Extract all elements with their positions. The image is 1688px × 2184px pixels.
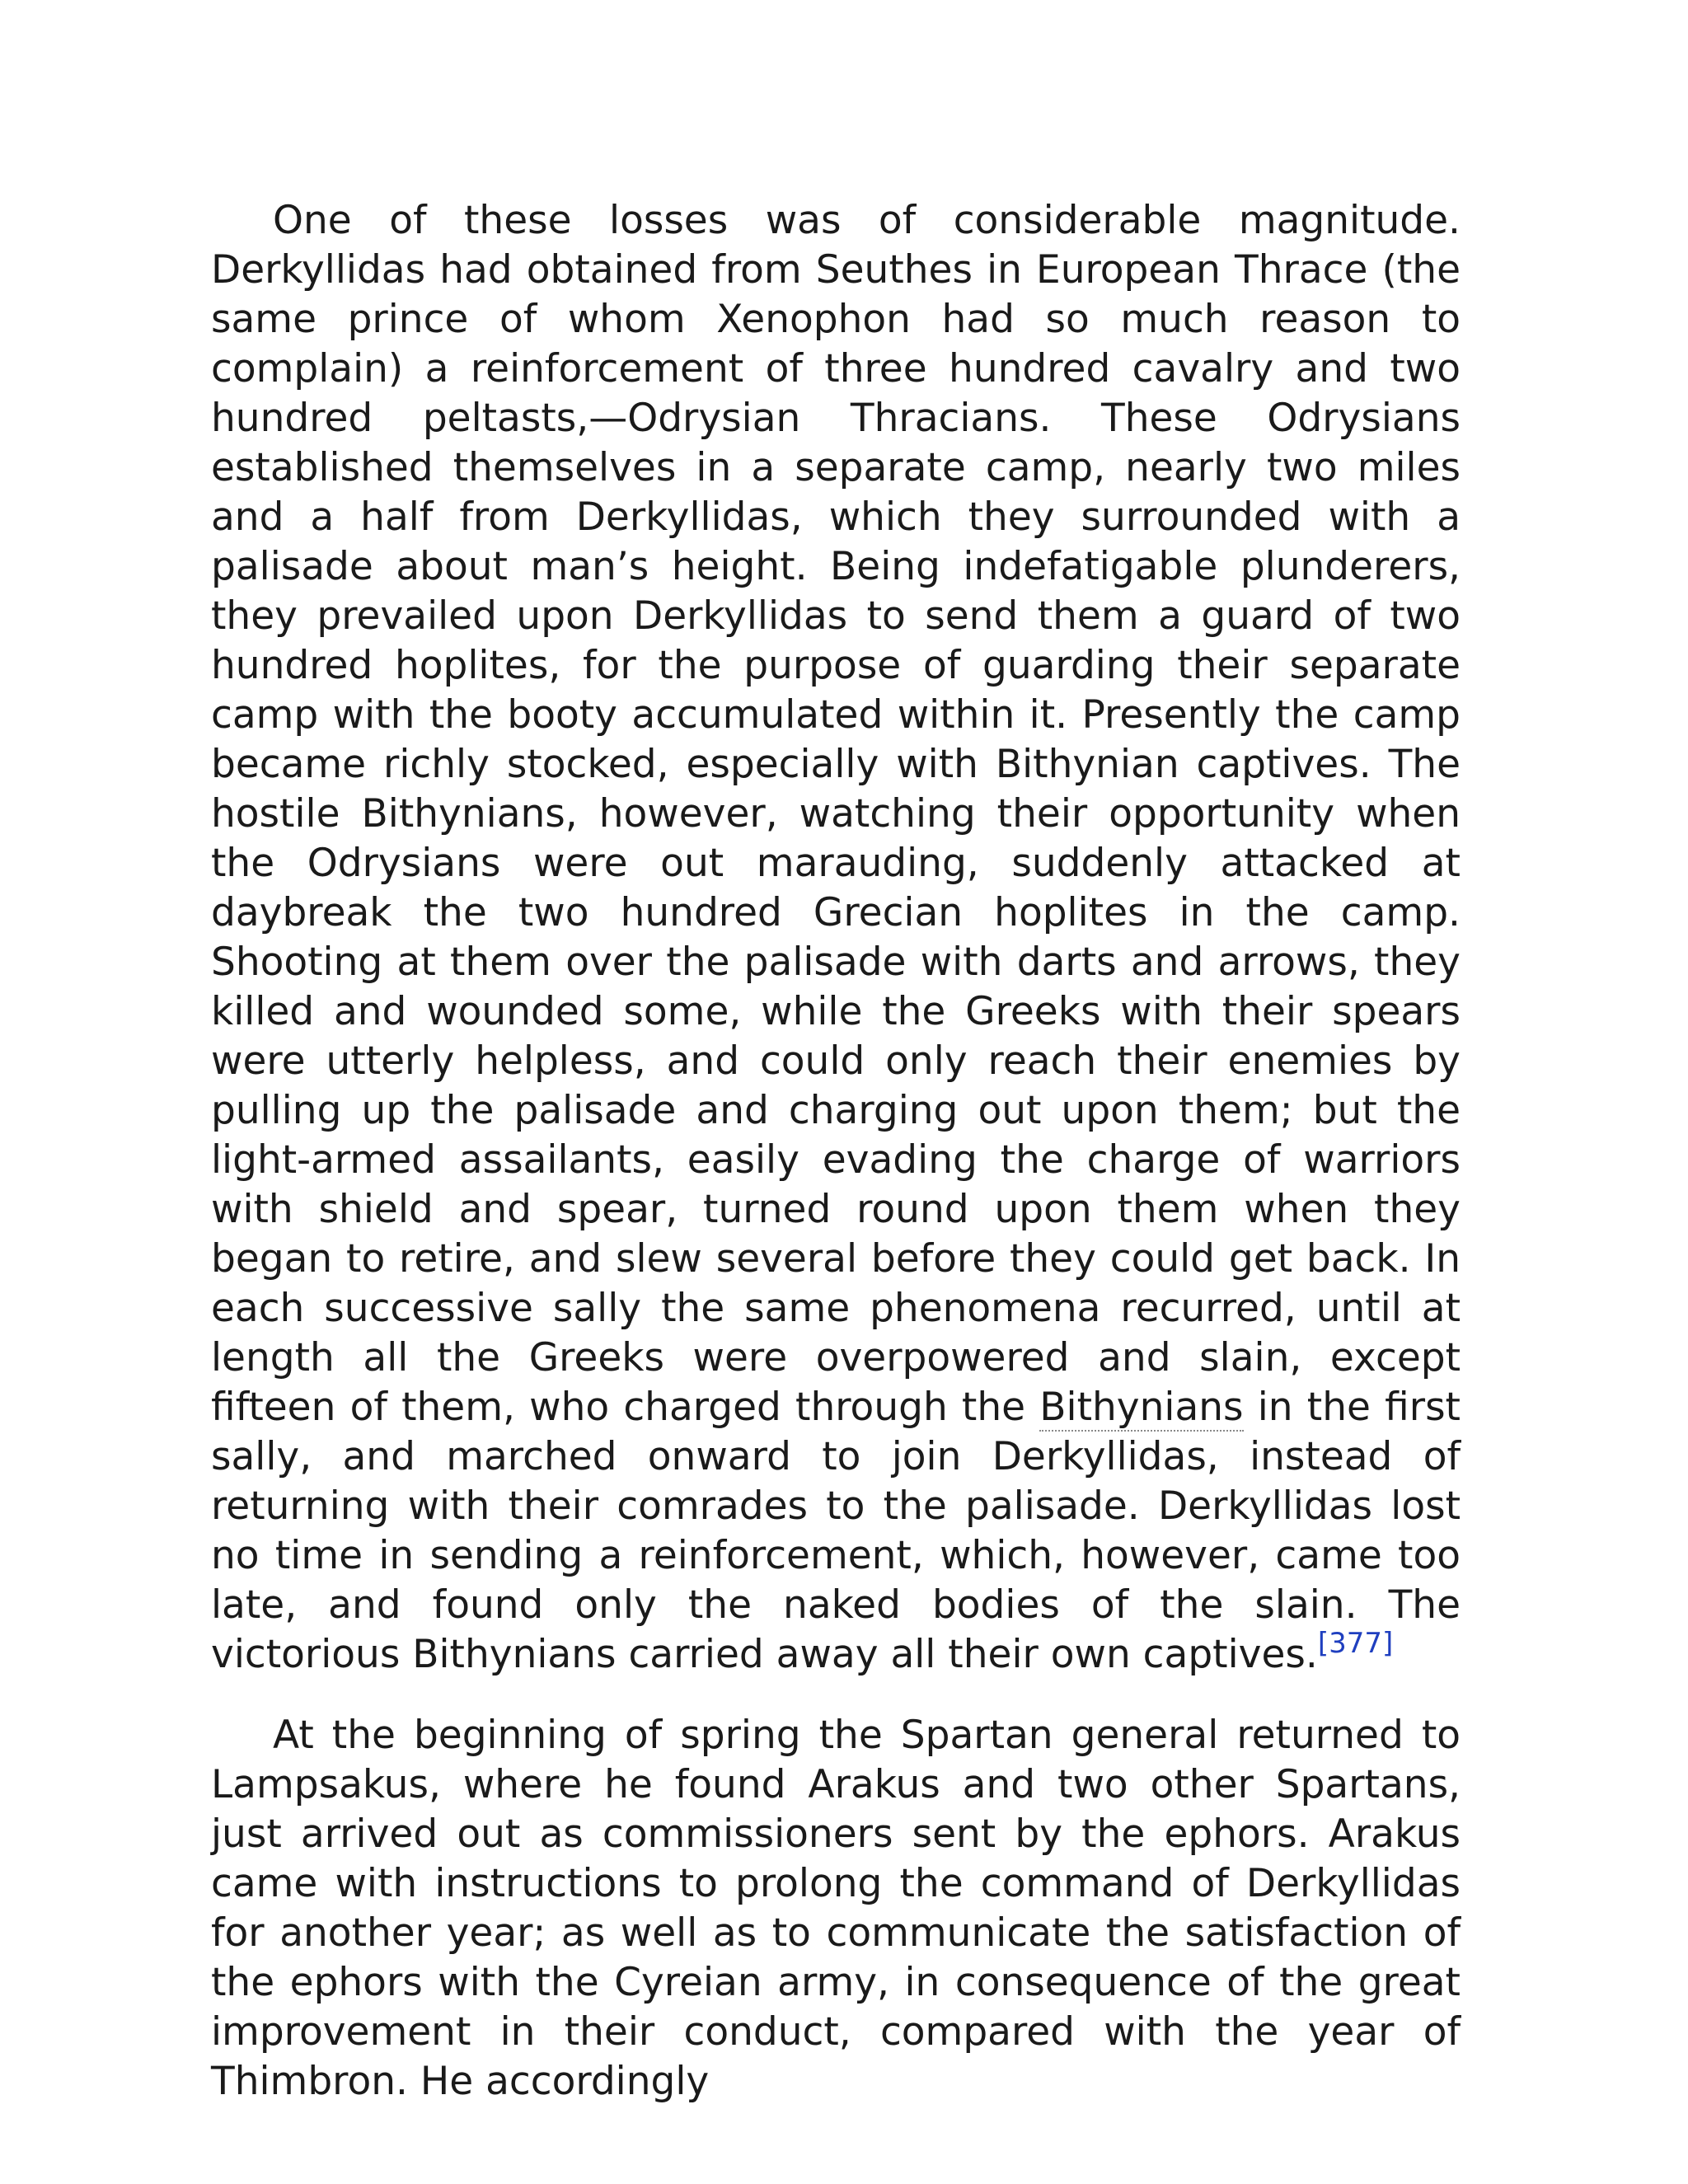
- paragraph-2: At the beginning of spring the Spartan general returned to Lampsakus, where he found Arakus and two other Spartans, just arrived out as commissioners sent by the ephors. Arakus came with instructions to prolong the command of Derkyllidas for another year; as well as to communicate the satisfaction of the ephors with the Cyreian army, in consequence of the great improvement in their conduct, compared with the year of Thimbron. He accordingly: [211, 1713, 1461, 2104]
- paragraph-1-text-start: One of these losses was of considerable magnitude. Derkyllidas had obtained from Seuthes in European Thrace (the same prince of whom Xenophon had so much reason to complain) a reinforcement of three hundred cavalry and two hundred peltasts,—Odrysian Thracians. These Odrysians established themselves in a separate camp, nearly two miles and a half from Derkyllidas, which they surrounded with a palisade about man’s height. Being indefatigable plunderers, they prevailed upon Derkyllidas to send them a guard of two hundred hoplites, for the purpose of guarding their separate camp with the booty accumulated within it. Presently the camp became richly stocked, especially with Bithynian captives. The hostile Bithynians, however, watching their opportunity when the Odrysians were out marauding, suddenly attacked at daybreak the two hundred Grecian hoplites in the camp. Shooting at them over the palisade with darts and arrows, they killed and wounded some, while the Greeks with their spears were utterly helpless, and could only reach their enemies by pulling up the palisade and charging out upon them; but the light-armed assailants, easily evading the charge of warriors with shield and spear, turned round upon them when they began to retire, and slew several before they could get back. In each successive sally the same phenomena recurred, until at length all the Greeks were overpowered and slain, except fifteen of them, who charged through the: [211, 198, 1461, 1430]
- paragraph-1: [211, 196, 1461, 1680]
- paragraph-1-text-end: in the first sally, and marched onward to join Derkyllidas, instead of returning with their comrades to the palisade. Derkyllidas lost no time in sending a reinforcement, which, however, came too late, and found only the naked bodies of the slain. The victorious Bithynians carried away all their own captives.: [211, 1385, 1461, 1677]
- footnote-link-377[interactable]: [377]: [1317, 1627, 1394, 1660]
- page-body: [211, 196, 1461, 2138]
- term-bithynians[interactable]: Bithynians: [1039, 1385, 1244, 1430]
